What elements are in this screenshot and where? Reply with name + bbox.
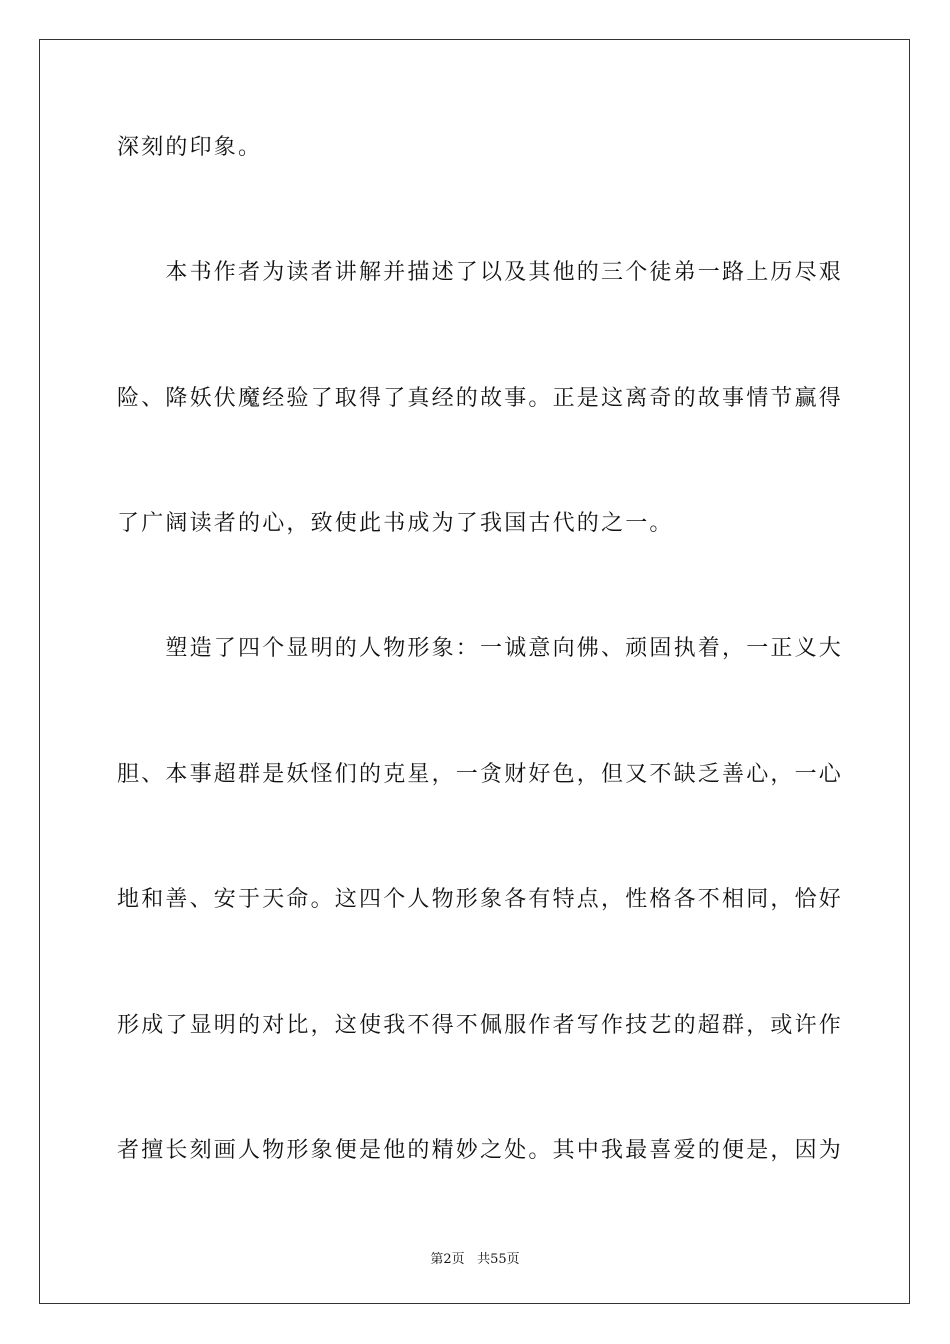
text-line: 者擅长刻画人物形象便是他的精妙之处。其中我最喜爱的便是，因为	[117, 1138, 844, 1163]
page-total: 共55页	[477, 1252, 520, 1267]
text-line: 本书作者为读者讲解并描述了以及其他的三个徒弟一路上历尽艰	[117, 260, 844, 285]
text-line: 胆、本事超群是妖怪们的克星，一贪财好色，但又不缺乏善心，一心	[117, 762, 844, 787]
text-line: 地和善、安于天命。这四个人物形象各有特点，性格各不相同，恰好	[117, 887, 844, 912]
text-line: 了广阔读者的心，致使此书成为了我国古代的之一。	[117, 511, 674, 536]
page-footer	[0, 1248, 950, 1267]
text-line: 险、降妖伏魔经验了取得了真经的故事。正是这离奇的故事情节赢得	[117, 386, 844, 411]
page-number: 第2页	[430, 1252, 465, 1267]
page-border	[39, 39, 910, 1304]
text-line: 形成了显明的对比，这使我不得不佩服作者写作技艺的超群，或许作	[117, 1013, 844, 1038]
text-line: 塑造了四个显明的人物形象：一诚意向佛、顽固执着，一正义大	[117, 636, 844, 661]
text-line: 深刻的印象。	[117, 135, 263, 160]
